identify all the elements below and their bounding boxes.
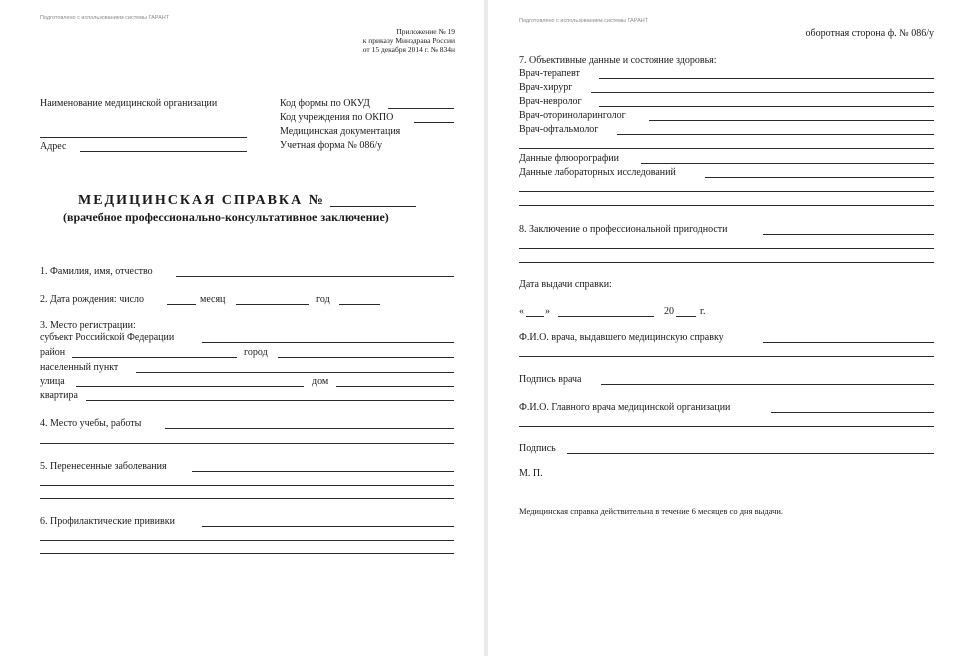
birth-year-line[interactable] <box>339 304 380 305</box>
doctor-therapist-line[interactable] <box>599 78 934 79</box>
diseases-label: 5. Перенесенные заболевания <box>40 461 167 472</box>
doctor-surgeon-label: Врач-хирург <box>519 82 573 93</box>
doctor-surgeon-line[interactable] <box>591 92 934 93</box>
district-line[interactable] <box>72 357 237 358</box>
conclusion-label: 8. Заключение о профессиональной пригодности <box>519 224 728 235</box>
issue-date-label: Дата выдачи справки: <box>519 279 612 290</box>
year-suffix: г. <box>700 306 706 317</box>
registration-label: 3. Место регистрации: <box>40 320 136 331</box>
doctor-fio-label: Ф.И.О. врача, выдавшего медицинскую справку <box>519 332 724 343</box>
house-label: дом <box>312 376 329 387</box>
doctor-ophthalmologist-label: Врач-офтальмолог <box>519 124 599 135</box>
birth-day-line[interactable] <box>167 304 196 305</box>
form-reverse-page <box>488 0 970 656</box>
appendix-line-2: к приказу Минздрава России <box>362 36 455 45</box>
address-label: Адрес <box>40 141 67 152</box>
settlement-line[interactable] <box>136 372 454 373</box>
subject-label: субъект Российской Федерации <box>40 332 175 343</box>
validity-note: Медицинская справка действительна в течение 6 месяцев со дня выдачи. <box>519 506 784 516</box>
garant-note: Подготовлено с использованием системы ГАРАНТ <box>519 18 649 24</box>
doctor-therapist-label: Врач-терапевт <box>519 68 580 79</box>
year-prefix: 20 <box>664 306 674 317</box>
fio-label: 1. Фамилия, имя, отчество <box>40 266 153 277</box>
reverse-side-label: оборотная сторона ф. № 086/у <box>805 28 934 39</box>
conclusion-line[interactable] <box>763 234 934 235</box>
chief-fio-line[interactable] <box>771 412 934 413</box>
fluorography-line[interactable] <box>641 163 934 164</box>
doctor-fio-line[interactable] <box>763 342 934 343</box>
doctor-neurologist-line[interactable] <box>599 106 934 107</box>
form-front-page <box>0 0 484 656</box>
page-title: МЕДИЦИНСКАЯ СПРАВКА № <box>78 193 325 208</box>
appendix-line-1: Приложение № 19 <box>396 27 455 36</box>
study-work-line[interactable] <box>165 428 454 429</box>
issue-year-line[interactable] <box>676 316 696 317</box>
appendix-line-3: от 15 декабря 2014 г. № 834н <box>362 45 455 54</box>
study-work-line-2[interactable] <box>40 443 454 444</box>
form-number-label: Учетная форма № 086/у <box>280 140 383 151</box>
street-line[interactable] <box>76 386 304 387</box>
org-name-line[interactable] <box>40 137 247 138</box>
house-line[interactable] <box>336 386 454 387</box>
apartment-line[interactable] <box>86 400 454 401</box>
city-line[interactable] <box>278 357 454 358</box>
fio-line[interactable] <box>176 276 454 277</box>
diseases-line-3[interactable] <box>40 498 454 499</box>
lab-tests-line-3[interactable] <box>519 205 934 206</box>
chief-fio-line-2[interactable] <box>519 426 934 427</box>
settlement-label: населенный пункт <box>40 362 119 373</box>
okud-line[interactable] <box>388 108 454 109</box>
signature-label: Подпись <box>519 443 556 454</box>
issue-day-line[interactable] <box>526 316 544 317</box>
birth-month-line[interactable] <box>236 304 309 305</box>
doctor-signature-line[interactable] <box>601 384 934 385</box>
fluorography-label: Данные флюорографии <box>519 153 620 164</box>
lab-tests-line-2[interactable] <box>519 191 934 192</box>
med-doc-label: Медицинская документация <box>280 126 401 137</box>
issue-month-line[interactable] <box>558 316 654 317</box>
diseases-line-2[interactable] <box>40 485 454 486</box>
vaccinations-line[interactable] <box>202 526 454 527</box>
objective-data-label: 7. Объективные данные и состояние здоровья: <box>519 55 717 66</box>
page-subtitle: (врачебное профессионально-консультативное заключение) <box>63 210 389 224</box>
apartment-label: квартира <box>40 390 78 401</box>
address-line[interactable] <box>80 151 247 152</box>
birth-month-label: месяц <box>200 294 226 305</box>
vaccinations-label: 6. Профилактические прививки <box>40 516 175 527</box>
study-work-label: 4. Место учебы, работы <box>40 418 142 429</box>
okpo-label: Код учреждения по ОКПО <box>280 112 394 123</box>
diseases-line[interactable] <box>192 471 454 472</box>
doctor-ent-line[interactable] <box>649 120 934 121</box>
doctor-fio-line-2[interactable] <box>519 356 934 357</box>
chief-fio-label: Ф.И.О. Главного врача медицинской организации <box>519 402 731 413</box>
certificate-number-line[interactable] <box>330 206 416 207</box>
vaccinations-line-3[interactable] <box>40 553 454 554</box>
district-label: район <box>40 347 66 358</box>
street-label: улица <box>40 376 65 387</box>
subject-line[interactable] <box>202 342 454 343</box>
doctor-ent-label: Врач-оториноларинголог <box>519 110 626 121</box>
conclusion-line-2[interactable] <box>519 248 934 249</box>
objective-extra-line[interactable] <box>519 148 934 149</box>
okpo-line[interactable] <box>414 122 454 123</box>
date-close-quote: » <box>545 306 550 317</box>
city-label: город <box>244 347 268 358</box>
conclusion-line-3[interactable] <box>519 262 934 263</box>
stamp-label: М. П. <box>519 468 543 479</box>
doctor-ophthalmologist-line[interactable] <box>617 134 934 135</box>
lab-tests-line[interactable] <box>705 177 934 178</box>
lab-tests-label: Данные лабораторных исследований <box>519 167 676 178</box>
okud-label: Код формы по ОКУД <box>280 98 370 109</box>
garant-note: Подготовлено с использованием системы ГАРАНТ <box>40 15 170 21</box>
birth-year-label: год <box>316 294 330 305</box>
signature-line[interactable] <box>567 453 934 454</box>
date-open-quote: « <box>519 306 524 317</box>
vaccinations-line-2[interactable] <box>40 540 454 541</box>
org-name-label: Наименование медицинской организации <box>40 98 218 109</box>
doctor-signature-label: Подпись врача <box>519 374 582 385</box>
birth-day-label: 2. Дата рождения: число <box>40 294 145 305</box>
doctor-neurologist-label: Врач-невролог <box>519 96 582 107</box>
